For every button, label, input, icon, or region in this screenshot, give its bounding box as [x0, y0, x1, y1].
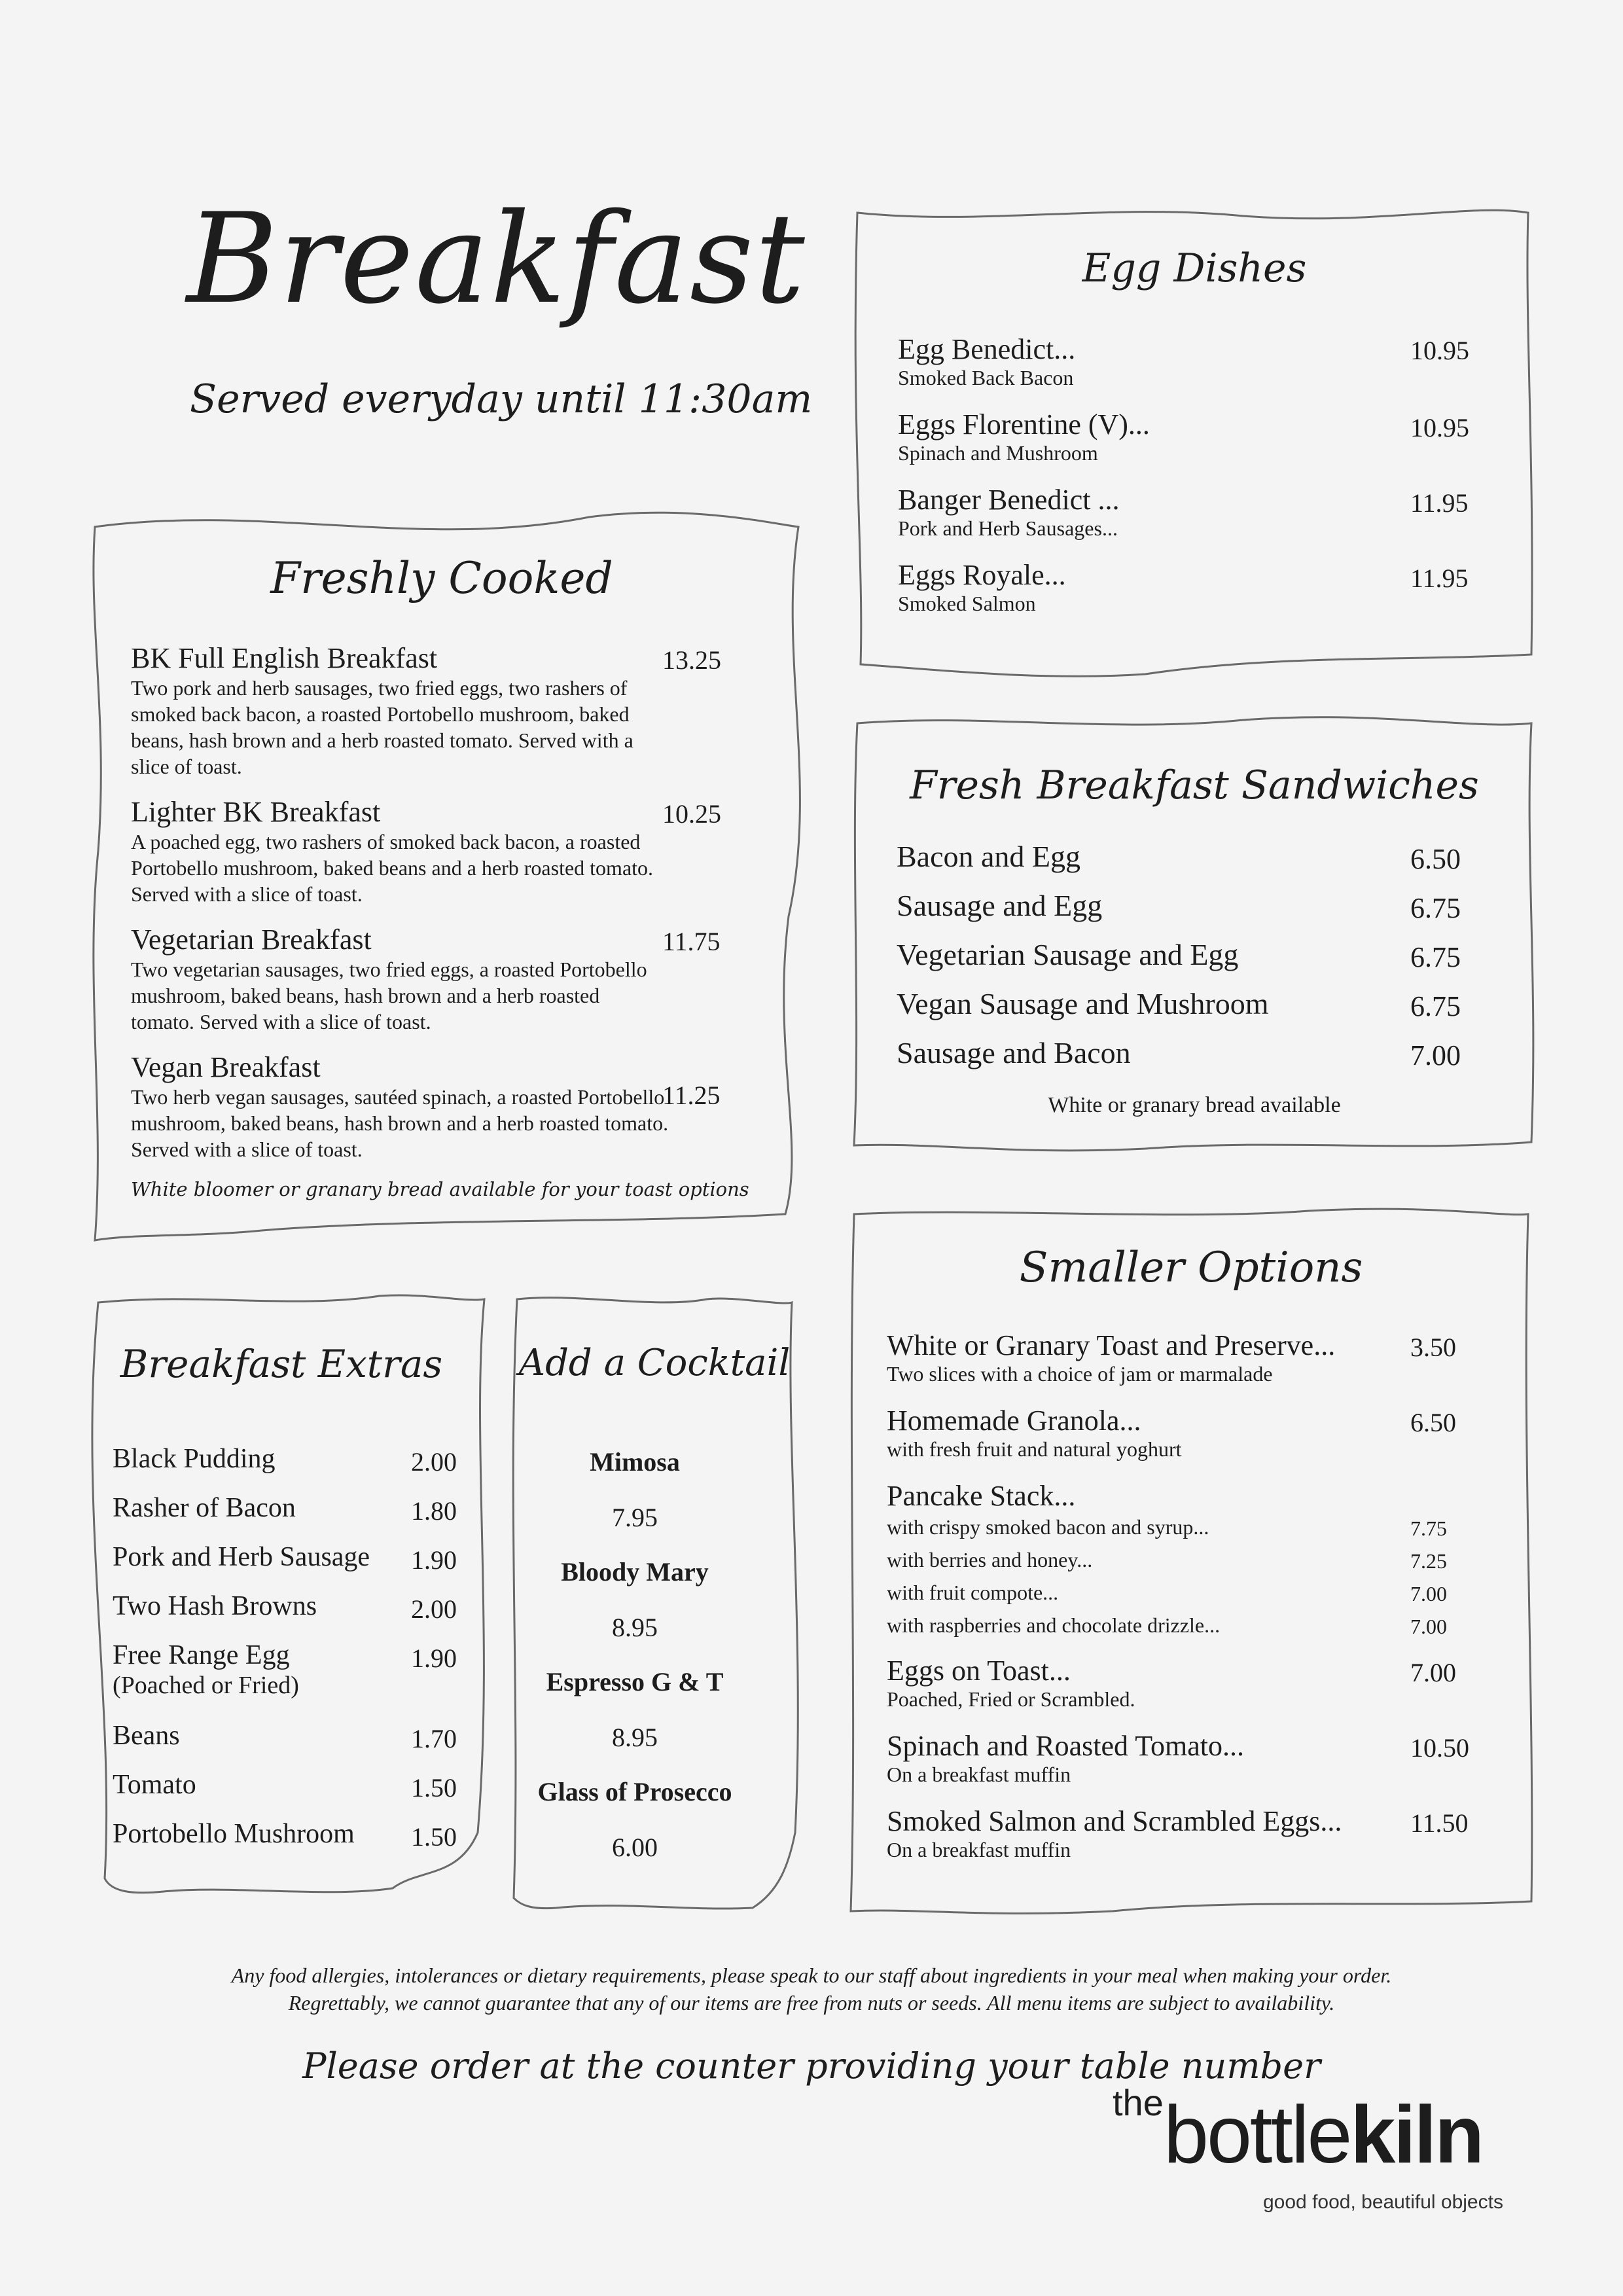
menu-item — [887, 1654, 1135, 1712]
smaller-options-title: Smaller Options — [1019, 1244, 1363, 1292]
item-price: 2.00 — [411, 1594, 457, 1624]
logo-kiln: kiln — [1350, 2090, 1482, 2180]
extra-item: Two Hash Browns — [113, 1591, 317, 1621]
item-price: 7.00 — [1410, 1039, 1461, 1071]
item-price: 1.50 — [411, 1822, 457, 1852]
menu-item — [887, 1804, 1342, 1862]
allergy-notice-line1: Any food allergies, intolerances or dietary requirements, please speak to our staff about ingredients in your meal when making your order. — [231, 1964, 1392, 1987]
item-sub: with fresh fruit and natural yoghurt — [887, 1437, 1182, 1461]
item-name: Egg Benedict... — [898, 333, 1076, 365]
extra-item: Portobello Mushroom — [113, 1819, 355, 1849]
item-price: 1.80 — [411, 1496, 457, 1526]
item-sub: On a breakfast muffin — [887, 1838, 1071, 1861]
egg-dishes-title: Egg Dishes — [1082, 245, 1307, 291]
freshly-cooked-note: White bloomer or granary bread available for your toast options — [131, 1178, 749, 1200]
item-name: Smoked Salmon and Scrambled Eggs... — [887, 1805, 1342, 1837]
cocktail-title: Add a Cocktail — [518, 1342, 791, 1384]
page-title: Breakfast — [187, 187, 806, 331]
item-price: 1.50 — [411, 1773, 457, 1803]
item-name: Free Range Egg — [113, 1640, 290, 1670]
item-name: Vegetarian Breakfast — [131, 924, 372, 956]
pancake-option: with berries and honey... — [887, 1548, 1093, 1571]
item-name: White or Granary Toast and Preserve... — [887, 1329, 1336, 1361]
pancake-option: with fruit compote... — [887, 1581, 1059, 1604]
menu-item — [898, 408, 1150, 465]
item-price: 7.75 — [1410, 1516, 1447, 1540]
menu-item: Vegan Sausage and Mushroom — [897, 987, 1269, 1020]
item-name: Spinach and Roasted Tomato... — [887, 1730, 1245, 1762]
item-name: Homemade Granola... — [887, 1405, 1141, 1437]
item-price: 10.50 — [1410, 1733, 1469, 1763]
item-name: Banger Benedict ... — [898, 484, 1120, 516]
extra-item: Tomato — [113, 1770, 196, 1800]
menu-item — [131, 641, 707, 780]
logo-bottle: bottle — [1164, 2090, 1351, 2180]
item-description: A poached egg, two rashers of smoked back bacon, a roasted Portobello mushroom, baked beans and a herb roasted tomato. Served with a slice of toast. — [131, 830, 654, 906]
item-price: 10.95 — [1410, 413, 1469, 442]
extra-item: Beans — [113, 1721, 180, 1751]
sandwiches-title: Fresh Breakfast Sandwiches — [910, 762, 1479, 808]
item-sub: (Poached or Fried) — [113, 1672, 299, 1699]
pancake-option: with raspberries and chocolate drizzle... — [887, 1613, 1221, 1637]
cocktail-name: Mimosa — [590, 1447, 680, 1477]
item-price: 6.50 — [1410, 1408, 1456, 1437]
item-price: 6.75 — [1410, 941, 1461, 973]
menu-item — [131, 923, 707, 1035]
logo-the: the — [1113, 2082, 1164, 2123]
cocktail-name: Bloody Mary — [561, 1557, 709, 1587]
item-name: BK Full English Breakfast — [131, 642, 438, 674]
item-sub: Pork and Herb Sausages... — [898, 516, 1118, 540]
pancake-stack-name: Pancake Stack... — [887, 1480, 1076, 1512]
menu-item — [898, 558, 1066, 616]
item-price: 1.70 — [411, 1724, 457, 1753]
sandwiches-note: White or granary bread available — [1048, 1093, 1341, 1117]
cocktail-name: Espresso G & T — [546, 1667, 724, 1696]
item-price: 2.00 — [411, 1447, 457, 1477]
cocktail-price: 7.95 — [612, 1503, 658, 1532]
freshly-cooked-title: Freshly Cooked — [270, 553, 613, 603]
cocktail-price: 6.00 — [612, 1833, 658, 1862]
logo-wordmark — [1164, 2090, 1482, 2180]
item-price: 6.75 — [1410, 990, 1461, 1022]
item-sub: Spinach and Mushroom — [898, 441, 1098, 465]
item-sub: On a breakfast muffin — [887, 1763, 1071, 1786]
logo-tagline: good food, beautiful objects — [1263, 2191, 1503, 2213]
item-price: 10.95 — [1410, 336, 1469, 365]
extra-item: Black Pudding — [113, 1444, 276, 1474]
extras-title: Breakfast Extras — [120, 1342, 443, 1386]
cocktail-price: 8.95 — [612, 1613, 658, 1642]
cocktail-price: 8.95 — [612, 1723, 658, 1752]
menu-item: Sausage and Egg — [897, 889, 1103, 922]
menu-item — [131, 795, 707, 907]
item-sub: Smoked Back Bacon — [898, 366, 1074, 389]
menu-item — [887, 1729, 1244, 1787]
item-price: 7.25 — [1410, 1549, 1447, 1573]
menu-item: Bacon and Egg — [897, 840, 1081, 873]
menu-item — [131, 1050, 707, 1162]
cocktail-border — [513, 1298, 798, 1909]
item-price: 7.00 — [1410, 1615, 1447, 1638]
item-price: 11.25 — [662, 1081, 721, 1110]
item-price: 13.25 — [662, 645, 721, 675]
brand-logo — [1113, 2081, 1531, 2251]
item-sub: Smoked Salmon — [898, 592, 1036, 615]
item-name: Lighter BK Breakfast — [131, 796, 381, 828]
cocktail-name: Glass of Prosecco — [537, 1777, 732, 1806]
item-price: 11.95 — [1410, 488, 1469, 518]
extra-item: Rasher of Bacon — [113, 1493, 296, 1523]
menu-item — [887, 1404, 1182, 1462]
item-sub: Two slices with a choice of jam or marmalade — [887, 1362, 1273, 1386]
extra-item: Pork and Herb Sausage — [113, 1542, 370, 1572]
item-price: 7.00 — [1410, 1658, 1456, 1687]
menu-item — [887, 1329, 1335, 1386]
item-name: Eggs on Toast... — [887, 1655, 1071, 1687]
menu-item: Sausage and Bacon — [897, 1036, 1131, 1069]
item-sub: Poached, Fried or Scrambled. — [887, 1687, 1135, 1711]
item-price: 1.90 — [411, 1545, 457, 1575]
item-description: Two herb vegan sausages, sautéed spinach, a roasted Portobello mushroom, baked beans, hash brown and a herb roasted tomato. Served with a slice of toast. — [131, 1085, 669, 1161]
pancake-option: with crispy smoked bacon and syrup... — [887, 1515, 1209, 1539]
item-price: 6.50 — [1410, 843, 1461, 875]
item-price: 11.95 — [1410, 564, 1469, 593]
extra-item — [113, 1640, 299, 1700]
item-description: Two pork and herb sausages, two fried eggs, two rashers of smoked back bacon, a roasted Portobello mushroom, baked beans, hash brown and a herb roasted tomato. Served with a slice of toast. — [131, 676, 633, 778]
item-price: 3.50 — [1410, 1333, 1456, 1362]
order-note: Please order at the counter providing your table number — [302, 2045, 1321, 2087]
menu-item: Vegetarian Sausage and Egg — [897, 938, 1239, 971]
item-price: 1.90 — [411, 1643, 457, 1673]
item-price: 6.75 — [1410, 892, 1461, 924]
item-price: 11.75 — [662, 927, 721, 956]
page-subtitle: Served everyday until 11:30am — [190, 376, 813, 422]
menu-item — [898, 332, 1075, 390]
item-name: Eggs Florentine (V)... — [898, 408, 1150, 440]
item-price: 11.50 — [1410, 1808, 1469, 1838]
menu-item — [898, 483, 1119, 541]
item-description: Two vegetarian sausages, two fried eggs, a roasted Portobello mushroom, baked beans, hash brown and a herb roasted tomato. Served with a slice of toast. — [131, 958, 647, 1033]
item-price: 7.00 — [1410, 1582, 1447, 1605]
item-name: Eggs Royale... — [898, 559, 1066, 591]
allergy-notice-line2: Regrettably, we cannot guarantee that any of our items are free from nuts or seeds. All menu items are subject to availability. — [288, 1991, 1335, 2015]
item-name: Vegan Breakfast — [131, 1051, 321, 1083]
item-price: 10.25 — [662, 799, 721, 829]
